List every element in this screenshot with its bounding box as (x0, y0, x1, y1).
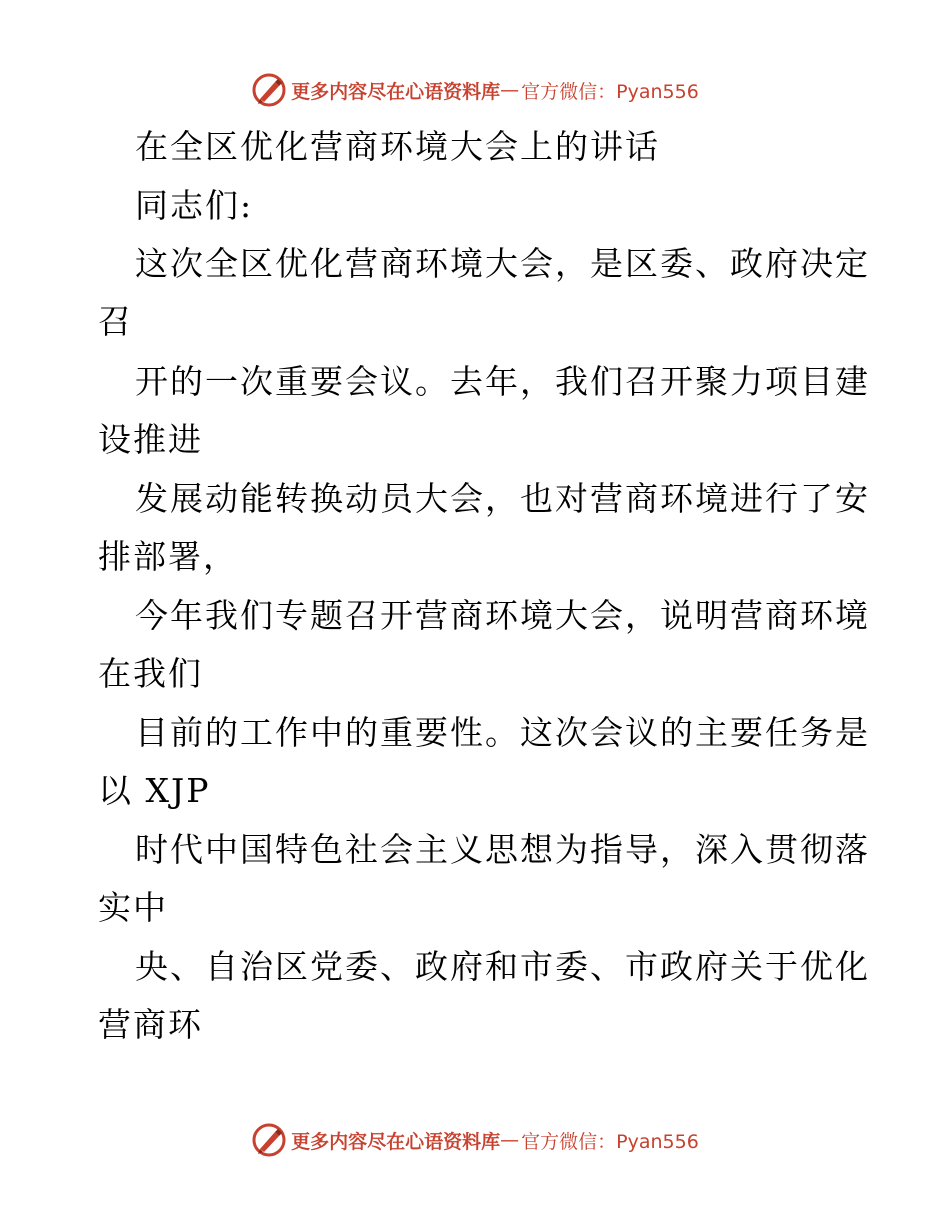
pen-logo-icon (251, 72, 287, 108)
body-line: 时代中国特色社会主义思想为指导，深入贯彻落 (135, 830, 870, 869)
body-line: 发展动能转换动员大会，也对营商环境进行了安 (135, 479, 870, 518)
body-line: 在我们 (98, 654, 203, 693)
body-line: 召 (98, 302, 133, 341)
banner-wechat-text: 官方微信：Pyan556 (521, 80, 699, 103)
body-line: 目前的工作中的重要性。这次会议的主要任务是 (135, 713, 870, 752)
document-title: 在全区优化营商环境大会上的讲话 (135, 127, 660, 166)
banner-separator: — (500, 1129, 520, 1151)
body-line: 设推进 (98, 420, 203, 459)
body-line: 央、自治区党委、政府和市委、市政府关于优化 (135, 947, 870, 986)
footer-banner (0, 1118, 950, 1162)
header-banner (0, 68, 950, 112)
body-line: 开的一次重要会议。去年，我们召开聚力项目建 (135, 362, 870, 401)
salutation: 同志们: (135, 186, 254, 225)
pen-logo-icon (251, 1122, 287, 1158)
body-line: 实中 (98, 888, 168, 927)
banner-main-text: 更多内容尽在心语资料库 (291, 1130, 501, 1153)
body-line: 营商环 (98, 1005, 203, 1044)
body-line: 这次全区优化营商环境大会，是区委、政府决定 (135, 244, 870, 283)
banner-main-text: 更多内容尽在心语资料库 (291, 80, 501, 103)
banner-wechat-text: 官方微信：Pyan556 (521, 1130, 699, 1153)
banner-separator: — (500, 79, 520, 101)
body-line: 今年我们专题召开营商环境大会，说明营商环境 (135, 596, 870, 635)
body-line: 排部署， (98, 537, 238, 576)
body-line: 以 XJP (98, 771, 211, 810)
